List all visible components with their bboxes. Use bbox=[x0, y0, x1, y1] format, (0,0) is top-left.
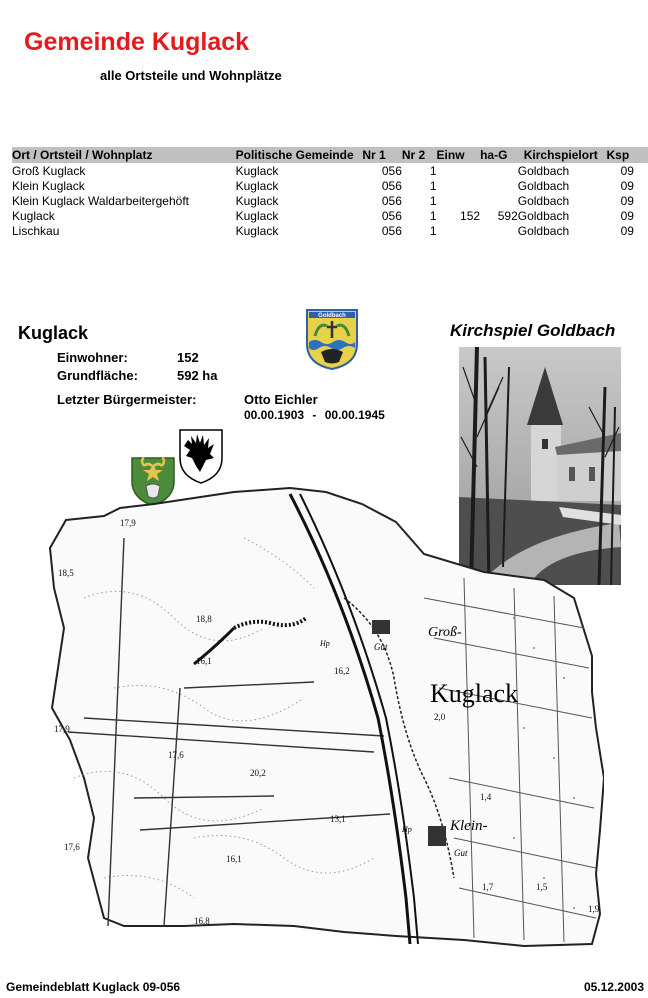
cell-gemeinde: Kuglack bbox=[235, 163, 279, 178]
elevation-label: 17,6 bbox=[64, 842, 80, 852]
cell-kirchspielort: Goldbach bbox=[517, 163, 570, 178]
table-row bbox=[12, 193, 648, 208]
cell-ha bbox=[480, 223, 518, 238]
elevation-label: 16,8 bbox=[194, 916, 210, 926]
cell-gemeinde: Kuglack bbox=[235, 193, 279, 208]
elevation-label: 13,1 bbox=[330, 814, 346, 824]
crest-label: Goldbach bbox=[318, 313, 346, 319]
cell-ksp: 09 bbox=[620, 163, 634, 178]
map-label-hp-1: Hp bbox=[320, 639, 330, 648]
einwohner-label: Einwohner: bbox=[57, 350, 128, 365]
cell-nr1: 056 bbox=[381, 163, 402, 178]
cell-ha bbox=[480, 193, 518, 208]
cell-ort: Klein Kuglack Waldarbeitergehöft bbox=[12, 193, 189, 208]
amtszeit-from: 00.00.1903 bbox=[244, 408, 305, 422]
cell-ha: 592 bbox=[497, 208, 518, 223]
elevation-label: 1,4 bbox=[480, 792, 492, 802]
table-row bbox=[12, 178, 648, 193]
kirchspiel-title: Kirchspiel Goldbach bbox=[450, 321, 616, 340]
places-table bbox=[12, 147, 648, 238]
table-header-row bbox=[12, 147, 648, 163]
cell-nr1: 056 bbox=[381, 223, 402, 238]
cell-nr2: 1 bbox=[429, 223, 437, 238]
footer-left: Gemeindeblatt Kuglack 09-056 bbox=[6, 980, 181, 994]
cell-kirchspielort: Goldbach bbox=[517, 223, 570, 238]
elevation-label: 1,9 bbox=[588, 904, 600, 914]
cell-gemeinde: Kuglack bbox=[235, 223, 279, 238]
elevation-label: 16,1 bbox=[226, 854, 242, 864]
flaeche-value: 592 ha bbox=[177, 368, 218, 383]
elevation-label: 18,5 bbox=[58, 568, 74, 578]
cell-nr2: 1 bbox=[429, 163, 437, 178]
cell-einw: 152 bbox=[460, 208, 481, 223]
elevation-label: 20,2 bbox=[250, 768, 266, 778]
cell-gemeinde: Kuglack bbox=[235, 208, 279, 223]
amtszeit bbox=[244, 408, 385, 422]
col-header-ort: Ort / Ortsteil / Wohnplatz bbox=[12, 147, 236, 163]
cell-nr2: 1 bbox=[429, 193, 437, 208]
historic-map bbox=[44, 478, 604, 950]
cell-kirchspielort: Goldbach bbox=[517, 178, 570, 193]
col-header-ksp: Ksp bbox=[606, 147, 648, 163]
col-header-politische-gemeinde: Politische Gemeinde bbox=[236, 147, 363, 163]
cell-nr1: 056 bbox=[381, 178, 402, 193]
cell-ort: Kuglack bbox=[12, 208, 55, 223]
page-title: Gemeinde Kuglack bbox=[24, 28, 250, 56]
col-header-ha: ha-G bbox=[480, 147, 518, 163]
cell-ksp: 09 bbox=[620, 193, 634, 208]
flaeche-label: Grundfläche: bbox=[57, 368, 138, 383]
gemeinde-name: Kuglack bbox=[18, 323, 89, 343]
elk-antler-shield-icon bbox=[178, 428, 224, 484]
table-row bbox=[12, 163, 648, 178]
table-row bbox=[12, 223, 648, 238]
cell-einw bbox=[437, 178, 481, 193]
elevation-label: 1,7 bbox=[482, 882, 494, 892]
amtszeit-separator: - bbox=[312, 408, 317, 422]
cell-einw bbox=[437, 163, 481, 178]
cell-ksp: 09 bbox=[620, 178, 634, 193]
footer-date: 05.12.2003 bbox=[583, 980, 644, 994]
cell-kirchspielort: Goldbach bbox=[517, 208, 570, 223]
map-label-klein: Klein- bbox=[450, 818, 488, 834]
elevation-label: 17,6 bbox=[168, 750, 184, 760]
col-header-kirchspielort: Kirchspielort bbox=[518, 147, 607, 163]
map-label-gross: Groß- bbox=[428, 625, 462, 640]
amtszeit-to: 00.00.1945 bbox=[324, 408, 385, 422]
map-label-hp-2: Hp bbox=[402, 825, 412, 834]
elevation-label: 16,2 bbox=[334, 666, 350, 676]
table-row bbox=[12, 208, 648, 223]
cell-gemeinde: Kuglack bbox=[235, 178, 279, 193]
cell-ort: Klein Kuglack bbox=[12, 178, 85, 193]
cell-ksp: 09 bbox=[620, 223, 634, 238]
col-header-einw: Einw bbox=[437, 147, 481, 163]
cell-kirchspielort: Goldbach bbox=[517, 193, 570, 208]
cell-nr1: 056 bbox=[381, 208, 402, 223]
page-subtitle: alle Ortsteile und Wohnplätze bbox=[100, 68, 282, 83]
cell-einw bbox=[437, 223, 481, 238]
einwohner-value: 152 bbox=[177, 350, 199, 365]
cell-nr2: 1 bbox=[429, 178, 437, 193]
cell-ksp: 09 bbox=[620, 208, 634, 223]
cell-ha bbox=[480, 163, 518, 178]
elevation-label: 16,1 bbox=[196, 656, 212, 666]
cell-nr1: 056 bbox=[381, 193, 402, 208]
buergermeister-name: Otto Eichler bbox=[244, 392, 318, 407]
col-header-nr1: Nr 1 bbox=[362, 147, 402, 163]
elevation-label: 1,5 bbox=[536, 882, 548, 892]
elevation-label: 17,9 bbox=[54, 724, 70, 734]
cell-nr2: 1 bbox=[429, 208, 437, 223]
cell-einw bbox=[437, 193, 481, 208]
cell-ort: Lischkau bbox=[12, 223, 60, 238]
buergermeister-label: Letzter Bürgermeister: bbox=[57, 392, 197, 407]
cell-ort: Groß Kuglack bbox=[12, 163, 86, 178]
elevation-label: 17,9 bbox=[120, 518, 136, 528]
col-header-nr2: Nr 2 bbox=[402, 147, 437, 163]
map-label-gut-2: Gut bbox=[454, 848, 468, 858]
cell-ha bbox=[480, 178, 518, 193]
map-label-kuglack: Kuglack bbox=[430, 679, 519, 708]
goldbach-coat-of-arms-icon bbox=[305, 308, 359, 370]
map-label-gut-1: Gut bbox=[374, 642, 388, 652]
elevation-label: 18,8 bbox=[196, 614, 212, 624]
elevation-label: 2,0 bbox=[434, 712, 446, 722]
